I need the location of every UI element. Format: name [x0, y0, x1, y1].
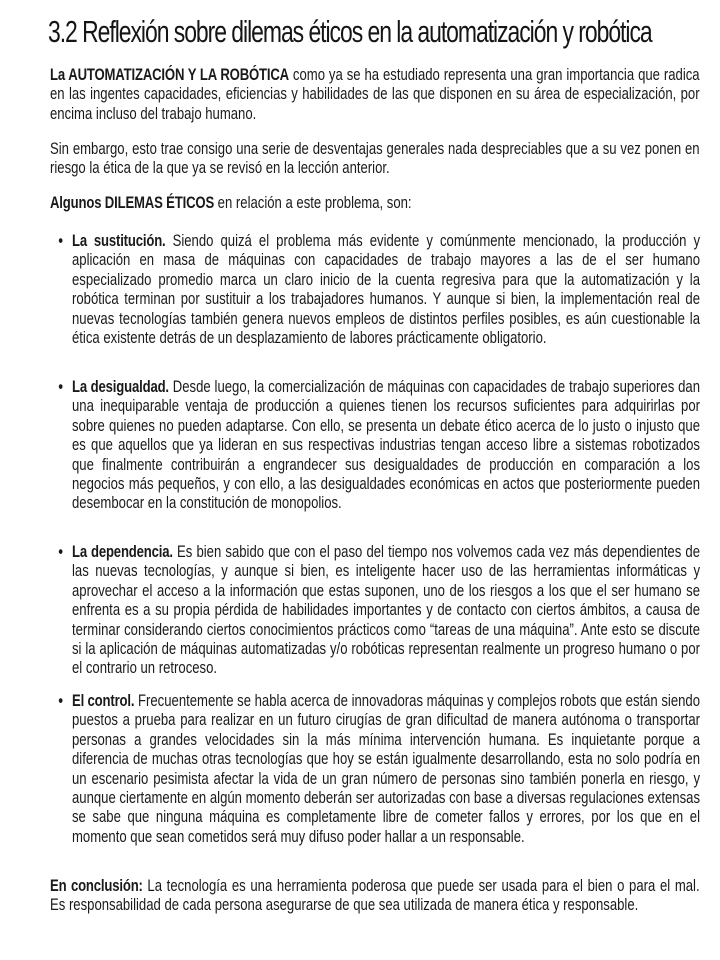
section-title: 3.2 Reflexión sobre dilemas éticos en la automatización y robótica	[48, 14, 652, 49]
dilemma-term: El control.	[72, 692, 135, 710]
dilemma-term: La desigualdad.	[72, 378, 169, 396]
dilemma-item-control	[58, 692, 701, 847]
dilemma-item-dependence	[58, 543, 701, 679]
dilemma-text: Desde luego, la comercialización de máquinas con capacidades de trabajo superiores dan una inequiparable ventaja de producción a quienes tienen los recursos suficientes para adquirirlas por sobre quienes no pueden adaptarse. Con ello, se presenta un debate ético acerca de lo justo o injusto que es que aquellos que ya lideran en sus respectivas industrias tengan acceso libre a sistemas robotizados que finalmente contribuirán a engrandecer sus desigualdades de producción en comparación a los negocios más pequeños, y con ello, a las desigualdades económicas en actos que posteriormente pueden desembocar en la constitución de monopolios.	[72, 378, 700, 513]
intro-paragraph	[50, 66, 700, 124]
dilemmas-intro-bold: Algunos DILEMAS ÉTICOS	[50, 194, 215, 212]
bullet-icon: •	[58, 232, 63, 250]
dilemmas-intro-text: en relación a este problema, son:	[214, 194, 412, 212]
bullet-icon: •	[58, 543, 63, 561]
dilemma-text: Siendo quizá el problema más evidente y comúnmente mencionado, la producción y aplicación en masa de máquinas con capacidades de trabajo mayores a las de el ser humano especializado promedio marca un claro inicio de la cuenta regresiva para que la automatización y la robótica terminan por sustituir a los trabajadores humanos. Y aunque si bien, la implementación real de nuevas tecnologías también genera nuevos empleos de distintos perfiles posibles, es aún cuestionable la ética existente detrás de un desplazamiento de labores prácticamente obligatorio.	[72, 232, 701, 348]
dilemma-text: Es bien sabido que con el paso del tiempo nos volvemos cada vez más dependientes de las nuevas tecnologías, y aunque si bien, es inteligente hacer uso de las herramientas informáticas y aprovechar el acceso a la información que estas suponen, uno de los riesgos a los que el ser humano se enfrenta es a su propia pérdida de habilidades importantes y de contacto con ciertos ámbitos, a causa de terminar considerando ciertos conocimientos prácticos como “tareas de una máquina”. Ante esto se discute si la aplicación de máquinas automatizadas y/o robóticas representan realmente un progreso humano o por el contrario un retroceso.	[72, 543, 701, 678]
dilemma-term: La sustitución.	[72, 232, 166, 250]
dilemma-item-inequality	[58, 378, 700, 514]
drawbacks-paragraph: Sin embargo, esto trae consigo una serie de desventajas generales nada despreciables que a su vez ponen en riesgo la ética de la que ya se revisó en la lección anterior.	[50, 140, 700, 178]
bullet-icon: •	[58, 692, 63, 710]
dilemma-item-substitution	[58, 232, 701, 348]
conclusion-text: La tecnología es una herramienta poderosa que puede ser usada para el bien o para el mal. Es responsabilidad de cada persona asegurarse de que sea utilizada de manera ética y responsable.	[50, 877, 700, 915]
intro-text: como ya se ha estudiado representa una gran importancia que radica en las ingentes capacidades, eficiencias y habilidades de las que disponen en su área de especialización, por encima incluso del trabajo humano.	[50, 66, 700, 123]
bullet-icon: •	[58, 378, 63, 396]
conclusion-bold: En conclusión:	[50, 877, 143, 895]
dilemma-term: La dependencia.	[72, 543, 173, 561]
intro-bold: La AUTOMATIZACIÓN Y LA ROBÓTICA	[50, 66, 289, 84]
dilemma-text: Frecuentemente se habla acerca de innovadoras máquinas y complejos robots que están siendo puestos a prueba para realizar en un futuro cirugías de gran dificultad de manera autónoma o transportar personas a grandes velocidades sin la más mínima intervención humana. Es inquietante porque a diferencia de muchas otras tecnologías que hoy se están igualmente desarrollando, esta no solo podría en un escenario pesimista afectar la vida de un gran número de personas sino también ponerla en riesgo, y aunque ciertamente en algún momento deberán ser autorizadas con base a diversas regulaciones extensas se sabe que ninguna máquina es completamente libre de cometer fallos y errores, por los que en el momento que sean cometidos será muy difuso poder hallar a un responsable.	[72, 692, 701, 846]
conclusion-paragraph	[50, 877, 700, 916]
dilemmas-intro	[50, 194, 700, 213]
